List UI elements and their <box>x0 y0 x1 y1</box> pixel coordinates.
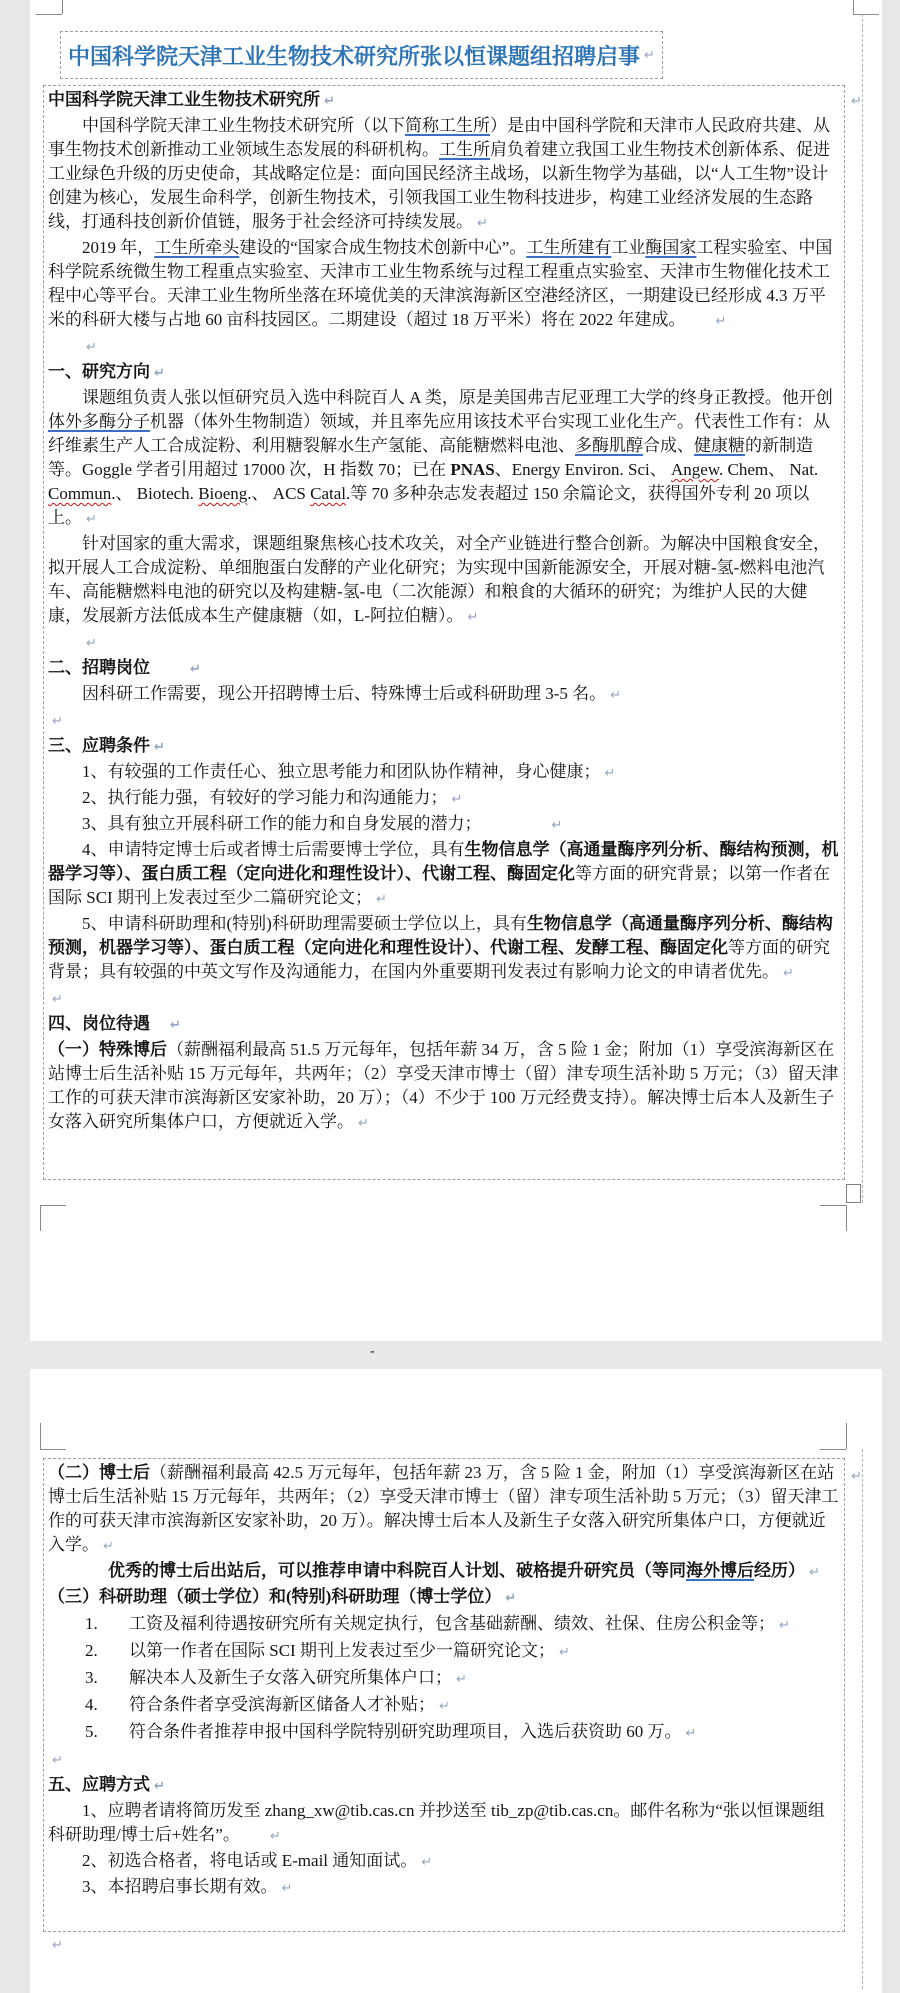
text-run: 三、应聘条件 <box>48 736 150 755</box>
paragraph-mark: ↵ <box>715 314 727 329</box>
paragraph-mark: ↵ <box>779 1618 790 1633</box>
text-run: （一）特殊博后 <box>48 1040 167 1059</box>
paragraph <box>48 1461 840 1559</box>
paragraph-mark: ↵ <box>644 47 655 63</box>
text-run: 优秀的博士后出站后，可以推荐申请中科院百人计划、破格提升研究员（等同 <box>108 1561 686 1580</box>
text-run: 等方面的研究背景；以第一作者在国际 SCI 期刊上发表过至少二篇研究论文； <box>48 864 830 907</box>
paragraph <box>48 1585 840 1611</box>
paragraph <box>48 734 840 760</box>
text-run: 2019 年， <box>82 238 155 257</box>
text-run: 以第一作者在国际 SCI 期刊上发表过至少一篇研究论文； <box>129 1641 555 1660</box>
text-boundary-mark <box>853 14 879 15</box>
paragraph <box>48 1012 840 1038</box>
text-run: 生物信息学（高通量酶序列分析、酶结构预测，机器学习等）、蛋白质工程（定向进化和理性设计）、代谢工程、酶固定化 <box>48 840 839 883</box>
page1-text-frame[interactable] <box>43 85 845 1180</box>
paragraph-mark: ↵ <box>467 610 479 625</box>
paragraph-mark: ↵ <box>86 340 97 355</box>
hyperlink-text[interactable]: 健康糖 <box>694 436 745 455</box>
text-run: 1、有较强的工作责任心、独立思考能力和团队协作精神，身心健康； <box>82 762 601 781</box>
paragraph <box>48 786 840 812</box>
paragraph <box>48 236 840 334</box>
text-boundary-mark <box>846 1205 847 1231</box>
text-run: 合成、 <box>643 436 694 455</box>
hyperlink-text[interactable]: 多酶肌醇 <box>575 436 643 455</box>
paragraph-mark: ↵ <box>324 94 335 109</box>
paragraph <box>48 1875 840 1901</box>
text-run: 工资及福利待遇按研究所有关规定执行，包含基础薪酬、绩效、社保、住房公积金等； <box>129 1614 775 1633</box>
hyperlink-text[interactable]: 简称工生所 <box>405 116 490 135</box>
paragraph-mark: ↵ <box>809 1565 820 1580</box>
hyperlink-text[interactable]: 酶国家 <box>645 238 697 257</box>
paragraph-mark: ↵ <box>86 512 97 527</box>
paragraph <box>48 1038 840 1136</box>
paragraph <box>48 1773 840 1799</box>
paragraph-mark: ↵ <box>783 966 794 981</box>
paragraph-mark: ↵ <box>103 1539 114 1554</box>
text-run: 建设的“国家合成生物技术创新中心”。 <box>239 238 527 257</box>
text-run: 课题组负责人张以恒研究员入选中科院百人 A 类，原是美国弗吉尼亚理工大学的终身正教授。他开创 <box>82 388 833 407</box>
text-run: 因科研工作需要，现公开招聘博士后、特殊博士后或科研助理 3-5 名。 <box>82 684 607 703</box>
text-boundary-mark <box>820 1205 846 1206</box>
paragraph <box>48 1849 840 1875</box>
text-boundary-mark <box>846 1423 847 1449</box>
paragraph-mark: ↵ <box>358 1116 369 1131</box>
text-run: 机器（体外生物制造）领域，并且率先应用该技术平台实现工业化生产。代表性工作有：从纤维素生产人工合成淀粉、利用糖裂解水生产氢能、高能糖燃料电池、 <box>48 412 830 455</box>
paragraph <box>48 1612 840 1638</box>
text-boundary-mark <box>820 1449 846 1450</box>
text-boundary-mark <box>36 14 62 15</box>
text-run: 4、申请特定博士后或者博士后需要博士学位，具有 <box>82 840 465 859</box>
paragraph-mark: ↵ <box>421 1855 433 1870</box>
empty-line <box>48 630 840 656</box>
text-run: . Chem、 Nat. <box>719 460 819 479</box>
paragraph-mark: ↵ <box>281 1881 293 1896</box>
text-run: 1. <box>85 1614 98 1633</box>
frame-resize-handle[interactable] <box>846 1184 861 1203</box>
paragraph-mark: ↵ <box>439 1699 450 1714</box>
paragraph <box>48 1639 840 1665</box>
text-run: 等方面的研究背景；具有较强的中英文写作及沟通能力，在国内外重要期刊发表过有影响力论文的申请者优先。 <box>48 938 830 981</box>
text-boundary-mark <box>62 0 63 14</box>
paragraph <box>48 360 840 386</box>
text-run: 二、招聘岗位 <box>48 658 150 677</box>
paragraph-mark: ↵ <box>52 992 63 1007</box>
paragraph-mark: ↵ <box>52 714 63 729</box>
paragraph-mark: ↵ <box>154 740 165 755</box>
hyperlink-text[interactable]: 海外博后 <box>686 1561 754 1580</box>
paragraph-mark: ↵ <box>456 1672 467 1687</box>
paragraph <box>48 1720 840 1746</box>
text-boundary-mark <box>40 1205 41 1231</box>
text-run: Angew <box>671 460 720 479</box>
text-run: 生物信息学（高通量酶序列分析、酶结构预测，机器学习等）、蛋白质工程（定向进化和理性设计）、代谢工程、发酵工程、酶固定化 <box>48 914 833 957</box>
text-boundary-mark <box>40 1205 66 1206</box>
paragraph <box>48 114 840 236</box>
paragraph-mark: ↵ <box>86 636 97 651</box>
text-boundary-guide <box>862 14 863 1203</box>
text-run: 肩负着建立我国工业生物技术创新体系、促进工业绿色升级的历史使命，其战略定位是：面向国民经济主战场，以新生物学为基础，以“人工生物”设计创建为核心，发展生命科学，创新生物技术，引领我国工业生物科技进步，构建工业经济发展的生态路线，打通科技创新价值链，服务于社会经济可持续发展。 <box>48 140 830 231</box>
text-run: 1、应聘者请将简历发至 zhang_xw@tib.cas.cn 并抄送至 tib_zp@tib.cas.cn。邮件名称为“张以恒课题组科研助理/博士后+姓名”。 <box>48 1801 825 1844</box>
text-run: 一、研究方向 <box>48 362 150 381</box>
paragraph <box>48 912 840 986</box>
paragraph-mark: ↵ <box>851 1469 862 1484</box>
paragraph-mark: ↵ <box>170 1018 181 1033</box>
text-run: 工业 <box>611 238 646 257</box>
text-run: 4. <box>85 1695 98 1714</box>
text-run: 中国科学院天津工业生物技术研究所（以下 <box>82 116 405 135</box>
hyperlink-text[interactable]: 体外多酶分子 <box>48 412 150 431</box>
text-run: （三）科研助理（硕士学位）和(特别)科研助理（博士学位） <box>48 1587 502 1606</box>
paragraph-mark: ↵ <box>851 94 862 109</box>
paragraph <box>48 1666 840 1692</box>
paragraph-mark: ↵ <box>558 1645 570 1660</box>
paragraph-mark: ↵ <box>52 1938 63 1953</box>
text-run: （薪酬福利最高 42.5 万元每年，包括年薪 23 万，含 5 险 1 金，附加（1）享受滨海新区在站博士后生活补贴 15 万元每年，共两年；（2）享受天津市博士（留）津专项生活补助 5 万元；（3）留天津工作的可获天津市滨海新区安家补助，20 万）。解决博士后本人及新生子女落入研究所集体户口，方便就近入学。 <box>48 1463 839 1554</box>
text-run: 3、具有独立开展科研工作的能力和自身发展的潜力； <box>82 814 482 833</box>
paragraph-mark: ↵ <box>154 366 165 381</box>
text-run: 符合条件者推荐申报中国科学院特别研究助理项目，入选后获资助 60 万。 <box>129 1722 682 1741</box>
paragraph <box>48 812 840 838</box>
text-run: 符合条件者享受滨海新区储备人才补贴； <box>129 1695 435 1714</box>
text-run: 3、本招聘启事长期有效。 <box>82 1877 278 1896</box>
paragraph-mark: ↵ <box>685 1726 697 1741</box>
text-run: Catal <box>310 484 347 503</box>
text-run: 解决本人及新生子女落入研究所集体户口； <box>129 1668 452 1687</box>
document-page-1 <box>30 0 882 1341</box>
paragraph <box>48 386 840 532</box>
text-run: （二）博士后 <box>48 1463 150 1482</box>
paragraph-mark: ↵ <box>52 1753 63 1768</box>
paragraph-mark: ↵ <box>551 818 563 833</box>
paragraph <box>48 760 840 786</box>
paragraph <box>48 1559 840 1585</box>
text-run: Commun <box>48 484 112 503</box>
text-boundary-mark <box>853 0 854 14</box>
page-gap-dash: - <box>370 1344 375 1359</box>
text-run: 5. <box>85 1722 98 1741</box>
empty-line <box>48 708 840 734</box>
text-run: .、 ACS <box>247 484 311 503</box>
paragraph <box>48 532 840 630</box>
text-run: 五、应聘方式 <box>48 1775 150 1794</box>
document-page-2 <box>30 1369 882 1993</box>
text-run: 工程实验室、中国科学院系统微生物工程重点实验室、天津市工业生物系统与过程工程重点实验室、天津市生物催化技术工程中心等平台。天津工业生物所坐落在环境优美的天津滨海新区空港经济区，一期建设已经形成 4.3 万平米的科研大楼与占地 60 亩科技园区。二期建设（超过 18 万平米）将在 2022 年建成。 <box>48 238 833 329</box>
page2-text-frame[interactable] <box>43 1458 845 1932</box>
paragraph <box>48 682 840 708</box>
text-run: Bioeng <box>198 484 248 503</box>
text-run: PNAS <box>450 460 495 479</box>
paragraph <box>48 1693 840 1719</box>
text-run: 2、执行能力强，有较好的学习能力和沟通能力； <box>82 788 448 807</box>
text-run: 2、初选合格者，将电话或 E-mail 通知面试。 <box>82 1851 418 1870</box>
text-run: 、Energy Environ. Sci、 <box>494 460 672 479</box>
text-run: 四、岗位待遇 <box>48 1014 150 1033</box>
empty-line <box>48 1747 840 1773</box>
paragraph-mark: ↵ <box>269 1829 281 1844</box>
text-run: 针对国家的重大需求，课题组聚焦核心技术攻关，对全产业链进行整合创新。为解决中国粮食安全，拟开展人工合成淀粉、单细胞蛋白发酵的产业化研究；为实现中国新能源安全，开展对糖-氢-燃料电池汽车、高能糖燃料电池的研究以及构建糖-氢-电（二次能源）和粮食的大循环的研究；为维护人民的大健康，发展新方法低成本生产健康糖（如，L-阿拉伯糖）。 <box>48 534 830 625</box>
paragraph <box>48 656 840 682</box>
text-run: 的新制造等。Goggle 学者引用超过 17000 次，H 指数 70；已在 <box>48 436 813 479</box>
text-run: （薪酬福利最高 51.5 万元每年，包括年薪 34 万，含 5 险 1 金；附加（1）享受滨海新区在站博士后生活补贴 15 万元每年，共两年；（2）享受天津市博士（留）津专项生活补助 5 万元；（3）留天津工作的可获天津市滨海新区安家补助，20 万）；（4）不少于 100 万元经费支持）。解决博士后本人及新生子女落入研究所集体户口，方便就近入学。 <box>48 1040 839 1131</box>
paragraph-mark: ↵ <box>451 792 463 807</box>
text-run: .等 70 多种杂志发表超过 150 余篇论文，获得国外专利 20 项以上。 <box>48 484 810 527</box>
title-box <box>60 31 663 79</box>
text-run: ）是由中国科学院和天津市人民政府共建、从事生物技术创新推动工业领域生态发展的科研机构。 <box>48 116 830 159</box>
paragraph-mark: ↵ <box>375 892 387 907</box>
paragraph-mark: ↵ <box>154 1779 165 1794</box>
text-boundary-mark <box>40 1449 66 1450</box>
paragraph-mark: ↵ <box>610 688 622 703</box>
text-run: 3. <box>85 1668 98 1687</box>
paragraph <box>48 1799 840 1849</box>
text-run: .、 Biotech. <box>111 484 199 503</box>
text-boundary-mark <box>40 1423 41 1449</box>
document-title: 中国科学院天津工业生物技术研究所张以恒课题组招聘启事 <box>68 43 641 69</box>
hyperlink-text[interactable]: 工生所 <box>439 140 490 159</box>
paragraph-mark: ↵ <box>604 766 616 781</box>
text-run: 2. <box>85 1641 98 1660</box>
text-run: 5、申请科研助理和(特别)科研助理需要硕士学位以上，具有 <box>82 914 527 933</box>
empty-line <box>48 334 840 360</box>
paragraph <box>48 838 840 912</box>
text-boundary-guide <box>862 1449 863 1989</box>
text-run: 经历） <box>754 1561 805 1580</box>
paragraph-mark: ↵ <box>477 216 488 231</box>
hyperlink-text[interactable]: 工生所牵头 <box>154 238 240 257</box>
paragraph-mark: ↵ <box>190 662 201 677</box>
hyperlink-text[interactable]: 工生所建有 <box>526 238 612 257</box>
paragraph-mark: ↵ <box>505 1591 517 1606</box>
paragraph <box>48 88 840 114</box>
text-run: 中国科学院天津工业生物技术研究所 <box>48 90 320 109</box>
empty-line <box>48 986 840 1012</box>
